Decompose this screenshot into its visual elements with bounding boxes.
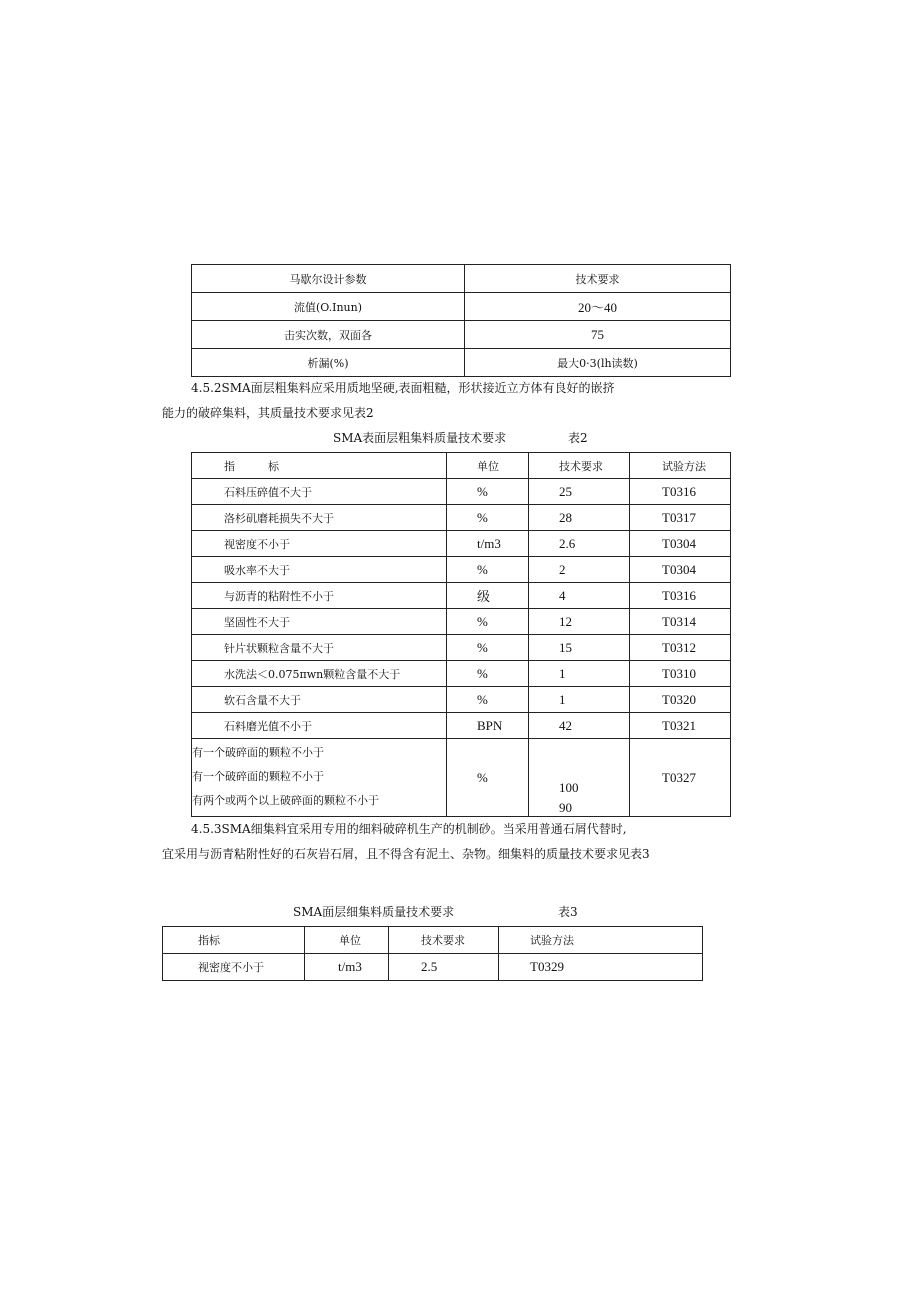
- paragraph-4-5-3-line1: 4.5.3SMA细集料宜采用专用的细料破碎机生产的机制砂。当采用普通石屑代替时,: [191, 822, 627, 836]
- table-cell-crushed-faces: [192, 739, 447, 817]
- fine-aggregate-table: [162, 926, 703, 981]
- table-cell: T0329: [499, 954, 703, 981]
- table-cell: %: [447, 479, 529, 505]
- table-cell: 针片状颗粒含量不大于: [192, 635, 447, 661]
- table-cell: 2.5: [389, 954, 499, 981]
- header-cell: 技术要求: [389, 927, 499, 954]
- value-line: 100: [559, 780, 579, 795]
- header-cell: 单位: [305, 927, 389, 954]
- table-cell: 2.6: [529, 531, 630, 557]
- value-line: 90: [559, 800, 572, 815]
- table-cell: t/m3: [305, 954, 389, 981]
- table-cell: 级: [447, 583, 529, 609]
- crushed-face-line: 有一个破碎面的颗粒不小于: [192, 770, 324, 783]
- crushed-face-line: 有一个破碎面的颗粒不小于: [192, 746, 324, 759]
- table-cell: 视密度不小于: [192, 531, 447, 557]
- table3-caption-number: 表3: [558, 905, 578, 919]
- paragraph-4-5-2-line2: 能力的破碎集料，其质量技术要求见表2: [162, 406, 374, 420]
- table-row: [192, 293, 731, 321]
- table-cell: %: [447, 635, 529, 661]
- header-cell: 单位: [447, 453, 529, 479]
- table-header-row: [192, 453, 731, 479]
- header-cell: 试验方法: [499, 927, 703, 954]
- header-cell: 技术要求: [529, 453, 630, 479]
- header-cell: 指 标: [192, 453, 447, 479]
- table-cell: T0317: [630, 505, 731, 531]
- table-cell: %: [447, 505, 529, 531]
- table2-caption-number: 表2: [568, 431, 588, 445]
- table-cell: %: [447, 609, 529, 635]
- table-cell: 75: [465, 321, 731, 349]
- table2-caption-title: SMA表面层粗集料质量技术要求: [333, 431, 507, 445]
- table-cell: 28: [529, 505, 630, 531]
- table-row: [192, 557, 731, 583]
- table-cell-values: [529, 739, 630, 817]
- table-cell: 软石含量不大于: [192, 687, 447, 713]
- header-cell: 马歇尔设计参数: [192, 265, 465, 293]
- table-cell: 15: [529, 635, 630, 661]
- table-cell: %: [447, 687, 529, 713]
- table-cell: 视密度不小于: [163, 954, 305, 981]
- table-row: [192, 349, 731, 377]
- marshall-parameters-table: [191, 264, 731, 377]
- table-cell: 4: [529, 583, 630, 609]
- header-cell: 指标: [163, 927, 305, 954]
- table-cell: 水洗法＜0.075πwn颗粒含量不大于: [192, 661, 447, 687]
- table-row: [163, 954, 703, 981]
- table-header-row: [163, 927, 703, 954]
- table-row: [192, 479, 731, 505]
- table-cell: 坚固性不大于: [192, 609, 447, 635]
- table-cell: 最大0·3(lh读数): [465, 349, 731, 377]
- header-cell: 试验方法: [630, 453, 731, 479]
- table-row: [192, 635, 731, 661]
- table-cell: T0321: [630, 713, 731, 739]
- table-row: [192, 531, 731, 557]
- table-cell: 击实次数，双面各: [192, 321, 465, 349]
- crushed-face-line: 有两个或两个以上破碎面的颗粒不小于: [192, 794, 379, 807]
- table-row: [192, 687, 731, 713]
- table-cell: T0314: [630, 609, 731, 635]
- table-cell: 20～40: [465, 293, 731, 321]
- table-cell: %: [447, 739, 529, 817]
- table-cell: T0310: [630, 661, 731, 687]
- coarse-aggregate-rows: [192, 479, 731, 739]
- coarse-aggregate-table: [191, 452, 731, 817]
- table-row: [192, 609, 731, 635]
- table-cell: T0316: [630, 479, 731, 505]
- table-cell: T0327: [630, 739, 731, 817]
- table-row-crushed-faces: [192, 739, 731, 817]
- table-cell: 流值(O.Inun): [192, 293, 465, 321]
- table-cell: 1: [529, 661, 630, 687]
- table-row: [192, 321, 731, 349]
- table-cell: T0316: [630, 583, 731, 609]
- table-cell: T0320: [630, 687, 731, 713]
- table-cell: T0304: [630, 557, 731, 583]
- table-cell: 石料压碎值不大于: [192, 479, 447, 505]
- table-row: [192, 583, 731, 609]
- table3-caption-title: SMA面层细集料质量技术要求: [293, 905, 455, 919]
- table-cell: 吸水率不大于: [192, 557, 447, 583]
- table-cell: 洛杉矶磨耗损失不大于: [192, 505, 447, 531]
- table-cell: T0312: [630, 635, 731, 661]
- table-header-row: [192, 265, 731, 293]
- table-cell: 析漏(%): [192, 349, 465, 377]
- table-cell: 12: [529, 609, 630, 635]
- table-cell: %: [447, 557, 529, 583]
- paragraph-4-5-3-line2: 宜采用与沥青粘附性好的石灰岩石屑，且不得含有泥土、杂物。细集料的质量技术要求见表3: [162, 847, 650, 861]
- table-cell: 与沥青的粘附性不小于: [192, 583, 447, 609]
- table-cell: T0304: [630, 531, 731, 557]
- table-cell: t/m3: [447, 531, 529, 557]
- table-cell: 42: [529, 713, 630, 739]
- table-cell: 石料磨光值不小于: [192, 713, 447, 739]
- table-cell: 2: [529, 557, 630, 583]
- header-cell: 技术要求: [465, 265, 731, 293]
- table-row: [192, 505, 731, 531]
- paragraph-4-5-2-line1: 4.5.2SMA面层粗集料应采用质地坚硬,表面粗糙，形状接近立方体有良好的嵌挤: [191, 381, 615, 395]
- table-row: [192, 713, 731, 739]
- table-cell: 25: [529, 479, 630, 505]
- table-cell: BPN: [447, 713, 529, 739]
- table-row: [192, 661, 731, 687]
- table-cell: %: [447, 661, 529, 687]
- table-cell: 1: [529, 687, 630, 713]
